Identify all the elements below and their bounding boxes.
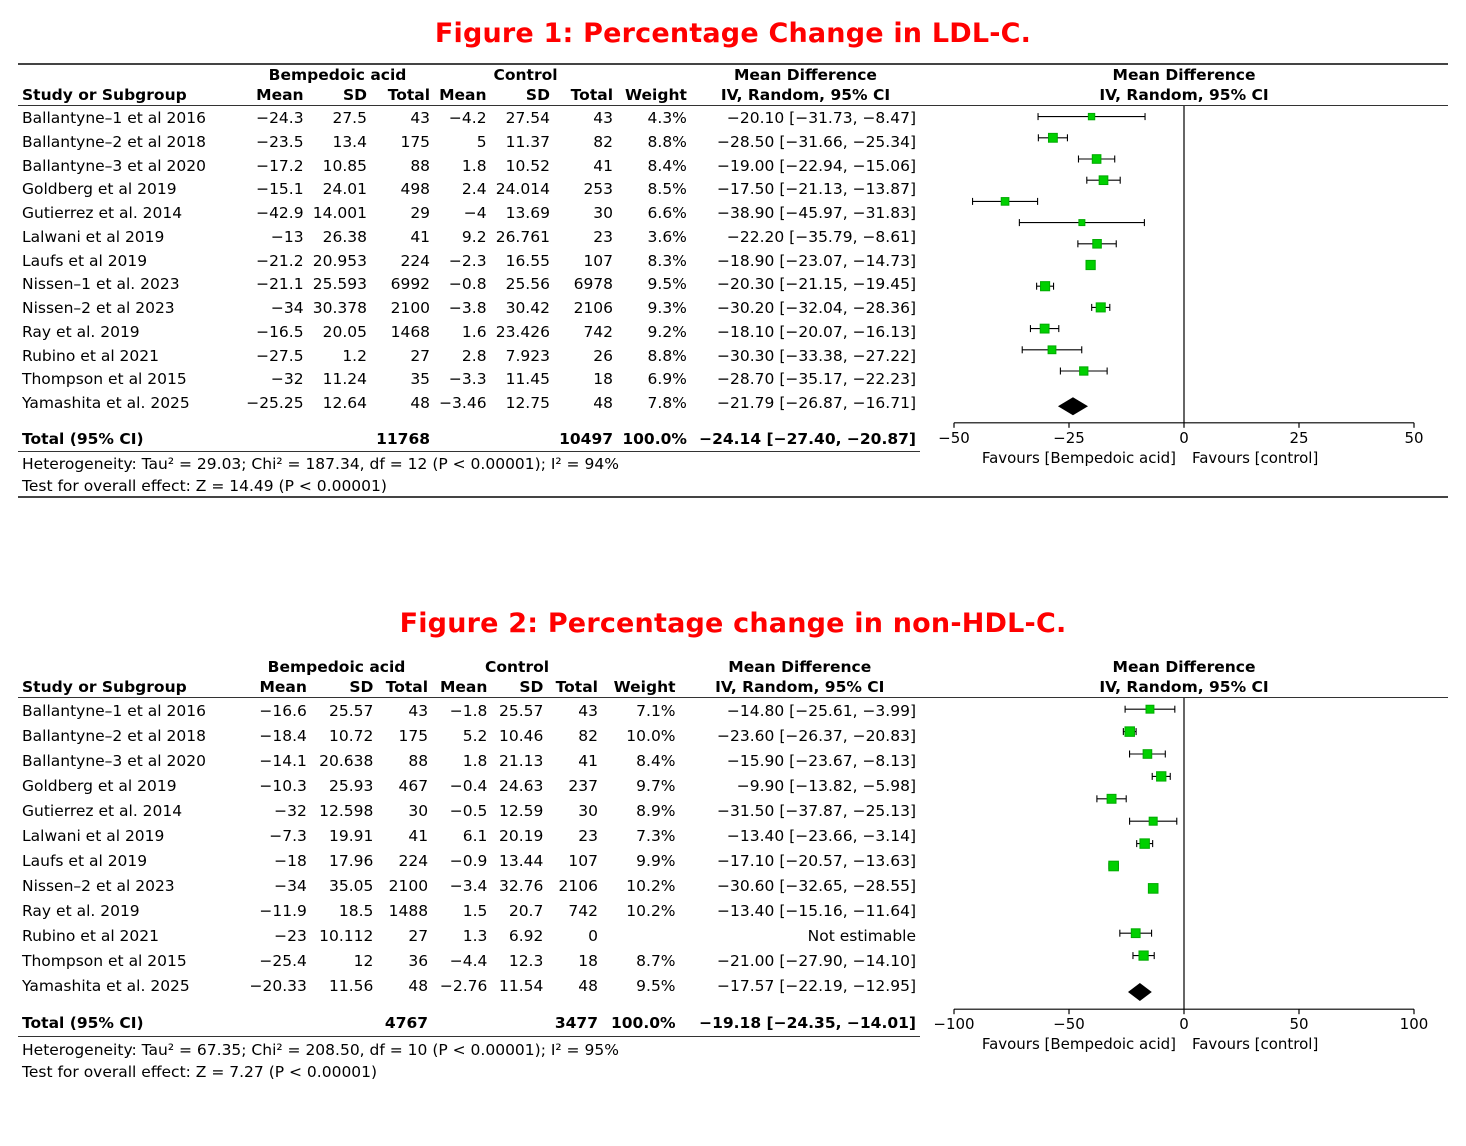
figure-2-col-weight: Weight — [613, 678, 676, 696]
figure-2-col-ci: IV, Random, 95% CI — [715, 678, 885, 696]
row-weight: 7.8% — [647, 394, 687, 413]
row-study: Gutierrez et al. 2014 — [22, 801, 183, 820]
row-study: Thompson et al 2015 — [22, 952, 187, 971]
figure-2-col-sd2: SD — [519, 678, 544, 696]
row-total1: 1488 — [388, 902, 429, 921]
row-study: Ballantyne–3 et al 2020 — [22, 156, 206, 175]
figure-1 — [0, 18, 1466, 498]
row-mean1: −15.1 — [256, 180, 304, 199]
row-total1: 1468 — [390, 322, 431, 341]
row-total1: 88 — [410, 156, 431, 175]
row-ci: −30.20 [−32.04, −28.36] — [717, 299, 916, 318]
row-sd2: 10.46 — [498, 726, 544, 745]
row-weight: 8.3% — [647, 251, 687, 270]
row-mean1: −11.9 — [259, 902, 307, 921]
row-ci: −14.80 [−25.61, −3.99] — [680, 698, 920, 724]
total-n2: 3477 — [554, 1014, 598, 1033]
row-ci: −22.20 [−35.79, −8.61] — [726, 227, 916, 246]
table-row — [18, 698, 1448, 724]
row-weight: 9.2% — [647, 322, 687, 341]
svg-text:−100: −100 — [933, 1015, 975, 1034]
row-total1: 175 — [398, 726, 429, 745]
row-weight: 8.4% — [647, 156, 687, 175]
row-total2: 30 — [593, 204, 614, 223]
row-ci: −17.50 [−21.13, −13.87] — [717, 180, 916, 199]
row-total2: 48 — [578, 977, 598, 996]
figure-2-col-total2: Total — [555, 678, 598, 696]
row-mean1: −34 — [270, 299, 304, 318]
row-sd1: 19.91 — [329, 826, 374, 845]
row-mean2: 1.5 — [462, 902, 488, 921]
row-total2: 2106 — [558, 876, 598, 895]
row-sd2: 24.014 — [495, 180, 550, 199]
svg-text:−25: −25 — [1053, 428, 1085, 447]
row-ci: −28.70 [−35.17, −22.23] — [717, 370, 916, 389]
row-sd1: 25.593 — [312, 275, 367, 294]
figure-1-group-header-row — [18, 65, 1448, 85]
figure-2-title: Figure 2: Percentage change in non-HDL-C. — [399, 608, 1067, 639]
row-sd2: 27.54 — [491, 106, 554, 130]
svg-text:25: 25 — [1289, 428, 1309, 447]
total-weight: 100.0% — [610, 1014, 676, 1033]
row-weight: 10.0% — [626, 726, 676, 745]
row-mean2: −4.4 — [449, 952, 488, 971]
row-sd2: 12.59 — [498, 801, 544, 820]
row-total2: 30 — [578, 801, 598, 820]
figure-1-title: Figure 1: Percentage Change in LDL-C. — [434, 18, 1032, 49]
row-sd2: 20.7 — [508, 902, 544, 921]
row-mean1: −34 — [274, 876, 307, 895]
figure-1-table — [18, 65, 1448, 496]
row-total1: 48 — [410, 394, 431, 413]
row-sd2: 24.63 — [498, 776, 544, 795]
row-total1: 35 — [410, 370, 431, 389]
row-sd1: 25.93 — [329, 776, 374, 795]
row-study: Rubino et al 2021 — [22, 346, 159, 365]
figure-1-col-header-row — [18, 85, 1448, 106]
figure-1-col-study: Study or Subgroup — [22, 86, 187, 104]
row-mean1: −21.2 — [256, 251, 304, 270]
figure-1-group-right: Control — [493, 66, 558, 84]
figure-2-group-right: Control — [484, 658, 550, 676]
row-mean2: −3.4 — [449, 876, 488, 895]
row-weight: 8.4% — [636, 751, 676, 770]
figure-1-col-total1: Total — [387, 86, 431, 104]
row-sd2: 20.19 — [498, 826, 544, 845]
figure-1-group-left: Bempedoic acid — [268, 66, 407, 84]
figure-2-forest-plot — [920, 698, 1448, 1063]
row-study: Nissen–2 et al 2023 — [22, 876, 175, 895]
row-weight: 9.3% — [647, 299, 687, 318]
svg-text:100: 100 — [1399, 1015, 1429, 1034]
row-mean1: −7.3 — [269, 826, 307, 845]
row-total2: 23 — [578, 826, 598, 845]
row-ci: −13.40 [−15.16, −11.64] — [717, 902, 916, 921]
row-sd1: 25.57 — [311, 698, 378, 724]
row-sd2: 13.44 — [498, 851, 544, 870]
row-total1: 6992 — [390, 275, 431, 294]
row-mean2: 6.1 — [462, 826, 488, 845]
row-study: Ballantyne–2 et al 2018 — [22, 132, 206, 151]
heterogeneity-text: Heterogeneity: Tau² = 29.03; Chi² = 187.34, df = 12 (P < 0.00001); I² = 94% — [18, 451, 920, 475]
figure-2 — [0, 608, 1466, 1082]
row-sd1: 12.64 — [322, 394, 367, 413]
overall-effect-row — [18, 1062, 1448, 1082]
figure-1-col-sd2: SD — [525, 86, 550, 104]
row-weight: 8.9% — [636, 801, 676, 820]
row-mean2: −2.3 — [448, 251, 487, 270]
figure-1-plot-sub: IV, Random, 95% CI — [1099, 86, 1269, 104]
row-sd2: 11.54 — [498, 977, 544, 996]
figure-1-col-weight: Weight — [625, 86, 687, 104]
row-mean2: −0.8 — [448, 275, 487, 294]
row-ci: −15.90 [−23.67, −8.13] — [726, 751, 916, 770]
figure-2-col-mean1: Mean — [259, 678, 307, 696]
row-total1: 27 — [408, 927, 429, 946]
row-study: Rubino et al 2021 — [22, 927, 159, 946]
row-sd2: 12.3 — [508, 952, 544, 971]
row-total1: 2100 — [388, 876, 429, 895]
row-mean2: −0.9 — [449, 851, 488, 870]
row-total1: 41 — [408, 826, 429, 845]
row-study: Yamashita et al. 2025 — [22, 977, 190, 996]
row-study: Ballantyne–1 et al 2016 — [18, 106, 241, 130]
row-study: Nissen–2 et al 2023 — [22, 299, 175, 318]
figure-2-col-study: Study or Subgroup — [22, 678, 187, 696]
row-total2: 43 — [554, 106, 617, 130]
svg-text:Favours [Bempedoic acid]: Favours [Bempedoic acid] — [981, 1035, 1177, 1054]
total-n1: 11768 — [376, 429, 431, 448]
svg-text:50: 50 — [1404, 428, 1424, 447]
svg-text:Favours [Bempedoic acid]: Favours [Bempedoic acid] — [981, 448, 1176, 467]
row-weight: 9.9% — [636, 851, 676, 870]
row-mean1: −25.25 — [246, 394, 304, 413]
row-weight: 8.8% — [647, 132, 687, 151]
row-mean1: −16.6 — [241, 698, 311, 724]
row-mean2: 1.6 — [461, 322, 487, 341]
row-sd2: 13.69 — [505, 204, 550, 223]
row-sd2: 32.76 — [498, 876, 544, 895]
row-study: Lalwani et al 2019 — [22, 826, 165, 845]
total-label: Total (95% CI) — [22, 429, 144, 448]
row-sd2: 11.37 — [505, 132, 550, 151]
row-weight: 7.3% — [636, 826, 676, 845]
row-sd2: 25.56 — [505, 275, 550, 294]
overall-effect-row — [18, 476, 1448, 496]
row-sd1: 30.378 — [312, 299, 367, 318]
row-sd2: 6.92 — [508, 927, 544, 946]
row-mean1: −21.1 — [256, 275, 304, 294]
row-weight: 9.5% — [636, 977, 676, 996]
row-ci: −13.40 [−23.66, −3.14] — [726, 826, 916, 845]
row-mean2: 2.4 — [461, 180, 487, 199]
row-mean1: −25.4 — [259, 952, 307, 971]
svg-text:50: 50 — [1289, 1015, 1309, 1034]
row-ci: −18.90 [−23.07, −14.73] — [717, 251, 916, 270]
row-ci: −9.90 [−13.82, −5.98] — [736, 776, 916, 795]
row-ci: −20.30 [−21.15, −19.45] — [717, 275, 916, 294]
row-mean1: −23.5 — [256, 132, 304, 151]
row-total2: 742 — [568, 902, 598, 921]
row-mean2: −4 — [463, 204, 487, 223]
row-ci: −31.50 [−37.87, −25.13] — [717, 801, 916, 820]
row-mean2: −3.46 — [439, 394, 487, 413]
row-total2: 0 — [588, 927, 598, 946]
row-total2: 48 — [593, 394, 614, 413]
row-study: Goldberg et al 2019 — [22, 180, 177, 199]
row-weight: 9.5% — [647, 275, 687, 294]
row-ci: −28.50 [−31.66, −25.34] — [717, 132, 916, 151]
row-sd2: 16.55 — [505, 251, 550, 270]
row-study: Ray et al. 2019 — [22, 322, 140, 341]
row-total2: 18 — [578, 952, 598, 971]
row-ci: −30.30 [−33.38, −27.22] — [717, 346, 916, 365]
row-sd2: 11.45 — [505, 370, 550, 389]
row-sd1: 11.24 — [322, 370, 367, 389]
row-total1: 36 — [408, 952, 429, 971]
row-study: Yamashita et al. 2025 — [22, 394, 190, 413]
row-study: Laufs et al 2019 — [22, 251, 148, 270]
figure-2-col-total1: Total — [385, 678, 429, 696]
figure-2-group-left: Bempedoic acid — [267, 658, 406, 676]
row-study: Gutierrez et al. 2014 — [22, 204, 183, 223]
row-sd2: 30.42 — [505, 299, 550, 318]
table-row — [18, 106, 1448, 130]
row-study: Laufs et al 2019 — [22, 851, 148, 870]
row-total1: 27 — [410, 346, 431, 365]
svg-text:0: 0 — [1179, 1015, 1189, 1034]
row-mean2: −0.4 — [449, 776, 488, 795]
row-ci: −21.79 [−26.87, −16.71] — [717, 394, 916, 413]
row-mean2: 1.8 — [462, 751, 488, 770]
row-sd1: 10.112 — [319, 927, 374, 946]
row-mean1: −13 — [270, 227, 304, 246]
row-total1: 88 — [408, 751, 429, 770]
row-mean2: −1.8 — [432, 698, 491, 724]
row-mean1: −32 — [270, 370, 304, 389]
row-total1: 175 — [400, 132, 431, 151]
figure-2-col-mean2: Mean — [439, 678, 488, 696]
svg-text:Favours [control]: Favours [control] — [1192, 448, 1319, 467]
row-mean2: −4.2 — [434, 106, 491, 130]
row-total2: 107 — [568, 851, 598, 870]
row-sd1: 24.01 — [322, 180, 367, 199]
row-total2: 742 — [583, 322, 614, 341]
row-sd1: 20.953 — [312, 251, 367, 270]
row-mean2: 9.2 — [461, 227, 487, 246]
row-mean1: −14.1 — [259, 751, 307, 770]
row-mean2: 2.8 — [461, 346, 487, 365]
row-sd1: 17.96 — [329, 851, 374, 870]
figure-1-col-mean2: Mean — [439, 86, 487, 104]
row-ci: −30.60 [−32.65, −28.55] — [717, 876, 916, 895]
row-total2: 237 — [568, 776, 598, 795]
row-total2: 23 — [593, 227, 614, 246]
row-mean2: 5.2 — [462, 726, 488, 745]
row-weight: 8.8% — [647, 346, 687, 365]
row-total2: 41 — [593, 156, 614, 175]
row-study: Goldberg et al 2019 — [22, 776, 177, 795]
row-total1: 43 — [371, 106, 434, 130]
row-weight: 10.2% — [626, 876, 676, 895]
row-ci: −19.00 [−22.94, −15.06] — [717, 156, 916, 175]
row-sd1: 27.5 — [308, 106, 371, 130]
row-mean2: −3.3 — [448, 370, 487, 389]
row-mean2: 1.3 — [462, 927, 488, 946]
row-mean1: −20.33 — [249, 977, 307, 996]
row-sd2: 7.923 — [505, 346, 550, 365]
row-total1: 224 — [400, 251, 431, 270]
row-total2: 26 — [593, 346, 614, 365]
total-weight: 100.0% — [622, 429, 687, 448]
row-mean1: −42.9 — [256, 204, 304, 223]
figure-1-plotbox — [18, 63, 1448, 498]
row-weight — [602, 924, 680, 949]
row-total1: 467 — [398, 776, 429, 795]
row-mean1: −24.3 — [241, 106, 308, 130]
total-n1: 4767 — [384, 1014, 429, 1033]
figure-1-col-total2: Total — [570, 86, 614, 104]
row-weight: 8.5% — [647, 180, 687, 199]
figure-2-plotbox — [18, 639, 1448, 1082]
row-sd1: 20.05 — [322, 322, 367, 341]
figure-1-md-header: Mean Difference — [733, 66, 877, 84]
row-mean2: 5 — [476, 132, 487, 151]
row-weight: 7.1% — [602, 698, 680, 724]
row-ci: −23.60 [−26.37, −20.83] — [717, 726, 916, 745]
figure-2-md-header: Mean Difference — [728, 658, 872, 676]
row-total2: 82 — [578, 726, 598, 745]
heterogeneity-text: Heterogeneity: Tau² = 67.35; Chi² = 208.50, df = 10 (P < 0.00001); I² = 95% — [18, 1036, 920, 1062]
row-sd1: 12 — [353, 952, 374, 971]
row-sd1: 26.38 — [322, 227, 367, 246]
row-study: Ray et al. 2019 — [22, 902, 140, 921]
row-study: Lalwani et al 2019 — [22, 227, 165, 246]
row-mean1: −23 — [274, 927, 307, 946]
row-mean1: −27.5 — [256, 346, 304, 365]
row-total1: 30 — [408, 801, 429, 820]
row-total2: 41 — [578, 751, 598, 770]
svg-text:Favours [control]: Favours [control] — [1191, 1035, 1319, 1054]
row-sd1: 14.001 — [312, 204, 367, 223]
row-weight: 4.3% — [617, 106, 691, 130]
row-sd1: 12.598 — [319, 801, 374, 820]
row-total1: 48 — [408, 977, 429, 996]
row-total2: 253 — [583, 180, 614, 199]
row-mean2: −2.76 — [439, 977, 488, 996]
row-total2: 6978 — [573, 275, 614, 294]
row-study: Ballantyne–3 et al 2020 — [22, 751, 206, 770]
figure-1-col-sd1: SD — [342, 86, 367, 104]
row-weight: 10.2% — [626, 902, 676, 921]
row-mean2: −3.8 — [448, 299, 487, 318]
row-total2: 18 — [593, 370, 614, 389]
row-mean1: −16.5 — [256, 322, 304, 341]
row-study: Thompson et al 2015 — [22, 370, 187, 389]
overall-effect-text: Test for overall effect: Z = 14.49 (P < 0.00001) — [22, 476, 387, 495]
row-total1: 224 — [398, 851, 429, 870]
row-sd1: 35.05 — [329, 876, 374, 895]
total-label: Total (95% CI) — [22, 1014, 144, 1033]
row-sd1: 13.4 — [332, 132, 367, 151]
svg-text:0: 0 — [1179, 428, 1189, 447]
row-ci: −21.00 [−27.90, −14.10] — [717, 952, 916, 971]
figure-2-group-header-row — [18, 657, 1448, 677]
figure-2-plot-header: Mean Difference — [1112, 658, 1256, 676]
row-ci: −17.57 [−22.19, −12.95] — [717, 977, 916, 996]
row-weight: 9.7% — [636, 776, 676, 795]
figure-2-col-sd1: SD — [349, 678, 374, 696]
figure-2-plot-sub: IV, Random, 95% CI — [1099, 678, 1269, 696]
row-sd2: 12.75 — [505, 394, 550, 413]
row-total2: 2106 — [573, 299, 614, 318]
row-sd1: 1.2 — [342, 346, 367, 365]
row-total2: 107 — [583, 251, 614, 270]
row-sd2: 25.57 — [491, 698, 547, 724]
figure-2-table — [18, 657, 1448, 1082]
figure-1-forest-plot — [920, 106, 1448, 476]
svg-text:−50: −50 — [1053, 1015, 1085, 1034]
svg-text:−50: −50 — [938, 428, 970, 447]
row-total1: 29 — [410, 204, 431, 223]
row-mean1: −18.4 — [259, 726, 307, 745]
row-sd1: 10.85 — [322, 156, 367, 175]
row-mean1: −10.3 — [259, 776, 307, 795]
row-total1: 498 — [400, 180, 431, 199]
row-total1: 43 — [377, 698, 432, 724]
row-sd1: 10.72 — [329, 726, 374, 745]
figure-1-col-mean1: Mean — [256, 86, 304, 104]
row-total2: 82 — [593, 132, 614, 151]
total-ci: −24.14 [−27.40, −20.87] — [699, 429, 916, 448]
row-sd2: 10.52 — [505, 156, 550, 175]
row-mean1: −17.2 — [256, 156, 304, 175]
row-weight: 6.9% — [647, 370, 687, 389]
row-ci: −17.10 [−20.57, −13.63] — [717, 851, 916, 870]
total-ci: −19.18 [−24.35, −14.01] — [699, 1014, 916, 1033]
row-sd2: 26.761 — [495, 227, 550, 246]
overall-effect-text: Test for overall effect: Z = 7.27 (P < 0.00001) — [22, 1063, 378, 1082]
row-mean1: −18 — [274, 851, 307, 870]
row-ci: −38.90 [−45.97, −31.83] — [717, 204, 916, 223]
row-total1: 2100 — [390, 299, 431, 318]
row-study: Ballantyne–2 et al 2018 — [22, 726, 206, 745]
row-weight: 8.7% — [636, 952, 676, 971]
row-ci: Not estimable — [807, 927, 916, 946]
figure-1-plot-header: Mean Difference — [1112, 66, 1256, 84]
row-total2: 43 — [547, 698, 602, 724]
row-study: Nissen–1 et al. 2023 — [22, 275, 180, 294]
row-sd1: 20.638 — [319, 751, 374, 770]
figure-1-col-ci: IV, Random, 95% CI — [720, 86, 891, 104]
row-mean1: −32 — [274, 801, 307, 820]
row-weight: 6.6% — [647, 204, 687, 223]
row-total1: 41 — [410, 227, 431, 246]
total-n2: 10497 — [559, 429, 614, 448]
row-mean2: −0.5 — [449, 801, 488, 820]
row-ci: −18.10 [−20.07, −16.13] — [717, 322, 916, 341]
row-ci: −20.10 [−31.73, −8.47] — [691, 106, 920, 130]
row-sd2: 23.426 — [495, 322, 550, 341]
row-sd1: 18.5 — [338, 902, 374, 921]
figure-2-col-header-row — [18, 677, 1448, 698]
row-sd2: 21.13 — [498, 751, 544, 770]
row-sd1: 11.56 — [329, 977, 374, 996]
row-weight: 3.6% — [647, 227, 687, 246]
row-mean2: 1.8 — [461, 156, 487, 175]
row-study: Ballantyne–1 et al 2016 — [18, 698, 241, 724]
